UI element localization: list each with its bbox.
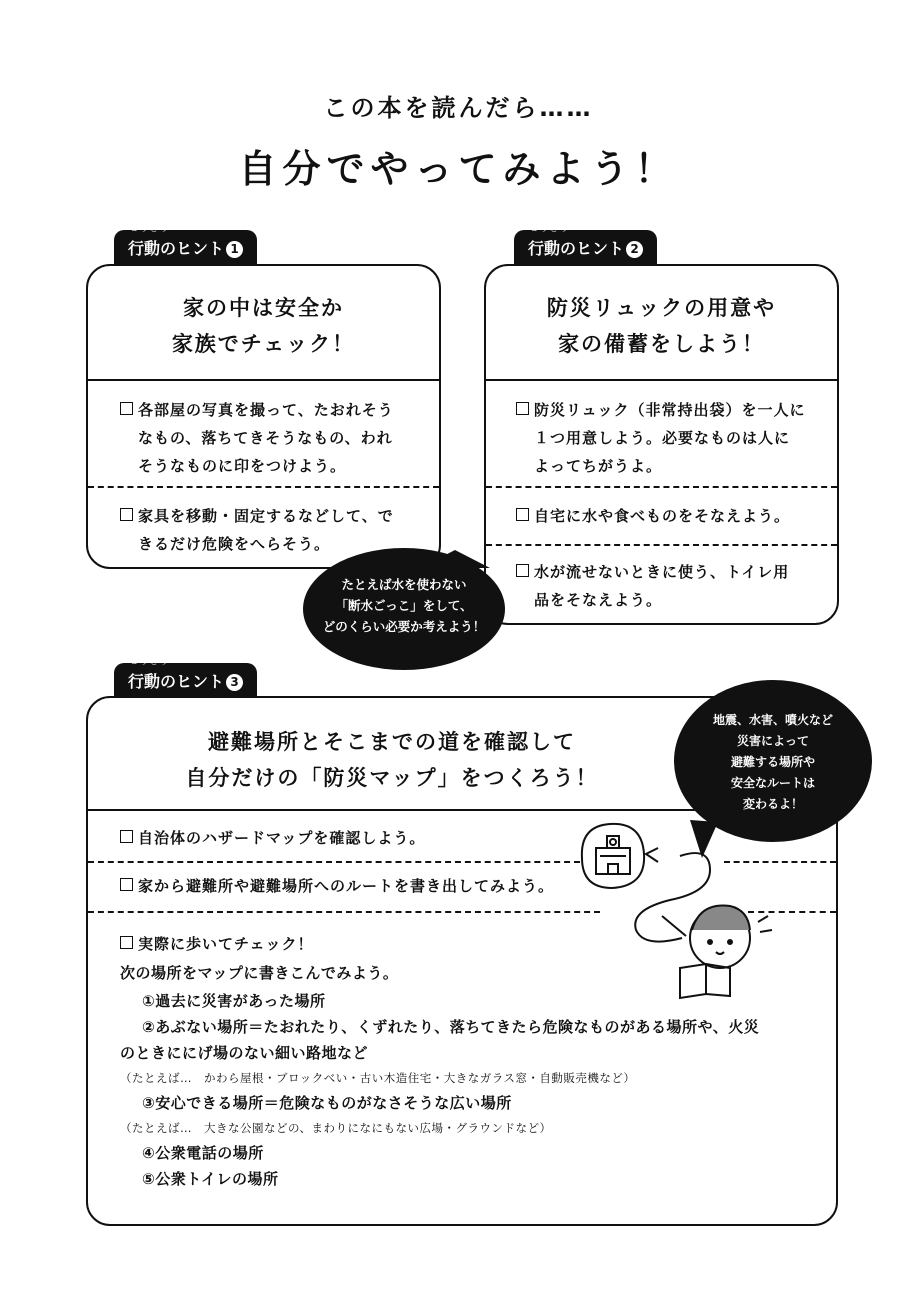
place-item: ①過去に災害があった場所 bbox=[142, 992, 326, 1010]
checkbox-icon[interactable] bbox=[516, 508, 529, 521]
hint3-places-list bbox=[120, 988, 759, 1192]
child-drawing-icon bbox=[662, 906, 772, 999]
hint1-title bbox=[88, 290, 439, 362]
checkbox-icon[interactable] bbox=[120, 936, 133, 949]
hint3-intro: 次の場所をマップに書きこんでみよう。 bbox=[120, 964, 399, 982]
hint3-number-badge: 3 bbox=[226, 674, 243, 691]
hint1-item-1: 各部屋の写真を撮って、たおれそう なもの、落ちてきそうなもの、われ そうなものに印をつけよう。 bbox=[120, 396, 394, 480]
hint1-title-line-1: 家の中は安全か bbox=[183, 296, 344, 320]
place-item: ②あぶない場所＝たおれたり、くずれたり、落ちてきたら危険なものがある場所や、火災 bbox=[142, 1018, 760, 1036]
hint3-title-line-1: 避難場所とそこまでの道を確認して bbox=[208, 730, 576, 754]
hint2-item-2: 自宅に水や食べものをそなえよう。 bbox=[516, 502, 790, 530]
bubble-disaster: 地震、水害、噴火など 災害によって 避難する場所や 安全なルートは 変わるよ！ bbox=[674, 680, 872, 842]
hint3-tab-ruby: こうどう bbox=[130, 657, 170, 666]
bubble-water: たとえば水を使わない 「断水ごっこ」をして、 どのくらい必要か考えよう！ bbox=[303, 548, 505, 670]
hint2-item-3: 水が流せないときに使う、トイレ用 品をそなえよう。 bbox=[516, 558, 789, 614]
place-example: （たとえば… 大きな公園などの、まわりになにもない広場・グラウンドなど） bbox=[120, 1121, 552, 1135]
hint2-card bbox=[484, 264, 839, 625]
hint3-tab-label: 行動のヒント bbox=[128, 672, 225, 691]
arrow-icon bbox=[646, 848, 658, 862]
place-item: ③安心できる場所＝危険なものがなさそうな広い場所 bbox=[142, 1094, 512, 1112]
hint2-tab-label: 行動のヒント bbox=[528, 239, 625, 258]
checkbox-icon[interactable] bbox=[120, 878, 133, 891]
hint2-divider bbox=[486, 379, 837, 381]
hint2-title-line-1: 防災リュックの用意や bbox=[546, 296, 777, 320]
hint3-title-line-2: 自分だけの「防災マップ」をつくろう！ bbox=[185, 766, 599, 790]
hint1-tab-ruby: こうどう bbox=[130, 224, 170, 233]
hint3-tab bbox=[114, 657, 257, 697]
hint2-dashed-divider-2 bbox=[486, 544, 837, 546]
hint3-dashed-divider-1a bbox=[88, 861, 580, 863]
page-title: 自分でやってみよう！ bbox=[238, 147, 679, 191]
place-item: ④公衆電話の場所 bbox=[142, 1144, 264, 1162]
hint1-dashed-divider bbox=[88, 486, 439, 488]
hint3-title bbox=[88, 724, 696, 796]
hint3-item-1: 自治体のハザードマップを確認しよう。 bbox=[120, 824, 425, 852]
hint2-number-badge: 2 bbox=[626, 241, 643, 258]
hint3-item-3: 実際に歩いてチェック！ bbox=[120, 930, 314, 958]
checkbox-icon[interactable] bbox=[120, 830, 133, 843]
hint1-number-badge: 1 bbox=[226, 241, 243, 258]
hint2-tab-ruby: こうどう bbox=[530, 224, 570, 233]
page-subtitle: この本を読んだら…… bbox=[323, 94, 594, 122]
checkbox-icon[interactable] bbox=[120, 508, 133, 521]
hint2-title bbox=[486, 290, 837, 362]
hint1-item-2: 家具を移動・固定するなどして、で きるだけ危険をへらそう。 bbox=[120, 502, 394, 558]
checkbox-icon[interactable] bbox=[516, 402, 529, 415]
checkbox-icon[interactable] bbox=[516, 564, 529, 577]
checkbox-icon[interactable] bbox=[120, 402, 133, 415]
hint3-item-2: 家から避難所や避難場所へのルートを書き出してみよう。 bbox=[120, 872, 554, 900]
hint1-tab bbox=[114, 224, 257, 264]
hint3-dashed-divider-2a bbox=[88, 911, 600, 913]
map-illustration bbox=[570, 818, 830, 1008]
place-item: のときににげ場のない細い路地など bbox=[120, 1044, 369, 1062]
school-icon bbox=[582, 824, 644, 888]
hint2-tab bbox=[514, 224, 657, 264]
hint1-title-line-2: 家族でチェック！ bbox=[171, 332, 356, 356]
hint1-tab-label: 行動のヒント bbox=[128, 239, 225, 258]
hint2-title-line-2: 家の備蓄をしよう！ bbox=[558, 332, 765, 356]
place-item: ⑤公衆トイレの場所 bbox=[142, 1170, 279, 1188]
hint2-dashed-divider-1 bbox=[486, 486, 837, 488]
hint2-item-1: 防災リュック（非常持出袋）を一人に １つ用意しよう。必要なものは人に よってちがうよ。 bbox=[516, 396, 806, 480]
hint1-card bbox=[86, 264, 441, 569]
place-example: （たとえば… かわら屋根・ブロックべい・古い木造住宅・大きなガラス窓・自動販売機など） bbox=[120, 1071, 636, 1085]
hint1-divider bbox=[88, 379, 439, 381]
